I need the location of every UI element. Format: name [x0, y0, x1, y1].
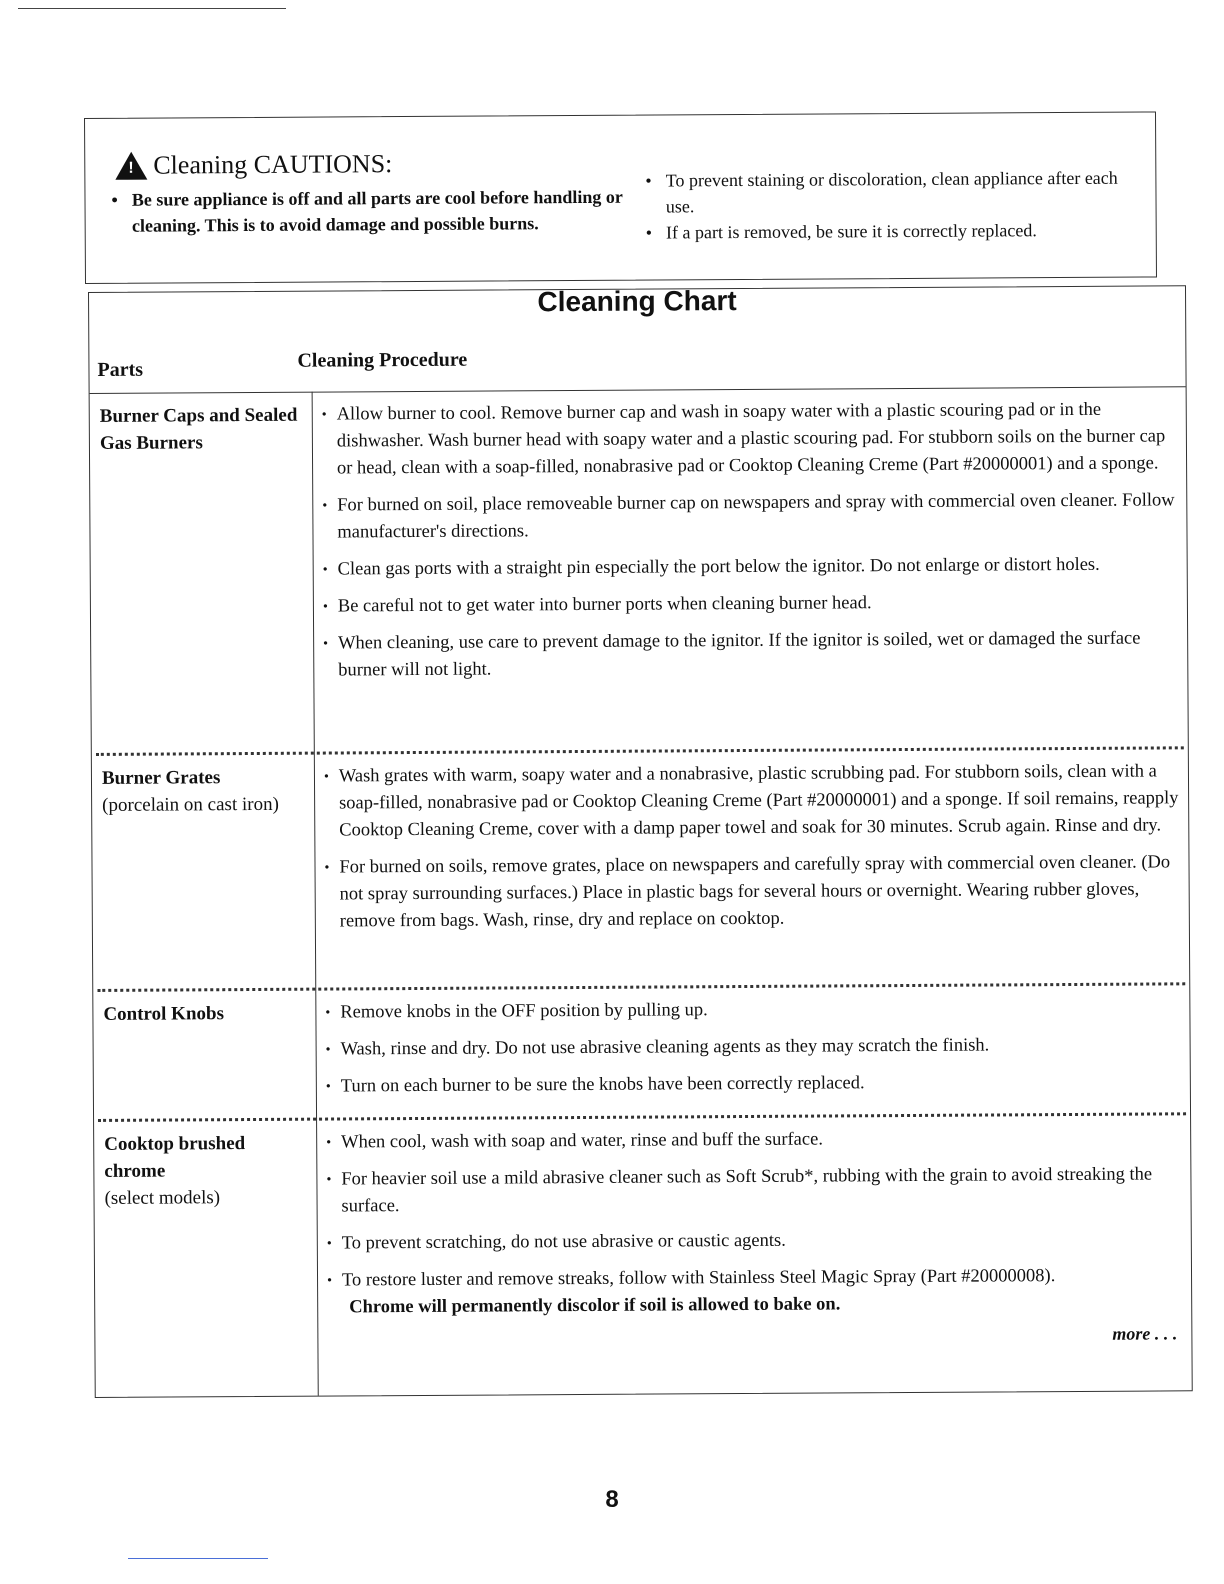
- text: Be careful not to get water into burner ports when cleaning burner head.: [337, 593, 872, 617]
- text: •: [645, 170, 652, 191]
- procedure-list: [326, 1124, 1183, 1321]
- procedure-step: [326, 1068, 1182, 1100]
- cautions-box: [84, 111, 1157, 284]
- chart-row: [90, 396, 1186, 681]
- warning-note: Chrome will permanently discolor if soil is allowed to bake on.: [349, 1294, 841, 1318]
- text: •: [324, 860, 330, 876]
- text: When cool, wash with soap and water, rinse and buff the surface.: [341, 1129, 823, 1153]
- row-separator: [98, 1112, 1186, 1122]
- procedure-step: [326, 1124, 1182, 1156]
- text: •: [325, 1042, 331, 1058]
- procedure-list: [322, 396, 1180, 694]
- text: •: [322, 498, 328, 514]
- text: •: [326, 1172, 332, 1188]
- chart-title: Cleaning Chart: [537, 285, 737, 318]
- text: (select models): [104, 1187, 221, 1209]
- text: Burner Grates: [101, 767, 221, 789]
- text: •: [327, 1273, 332, 1289]
- chart-row: [94, 1124, 1190, 1318]
- procedure-step: [325, 994, 1181, 1026]
- procedure-step: [324, 758, 1180, 844]
- procedure-step: [326, 1161, 1182, 1220]
- text: •: [322, 562, 328, 578]
- text: Burner Caps and Sealed Gas Burners: [99, 404, 298, 454]
- text: (porcelain on cast iron): [102, 793, 279, 816]
- procedure-step: [323, 588, 1179, 620]
- more-continuation: more . . .: [1112, 1323, 1178, 1344]
- chart-row: [93, 994, 1189, 1097]
- row-separator: [97, 982, 1185, 992]
- procedure-step: [327, 1262, 1183, 1294]
- text: For burned on soils, remove grates, place on newspapers and carefully spray with commercial oven cleaner. (Do not spray surrounding surfaces.) Place in plastic bags for several hours or overnight. Wearing rubber gloves, remove from bags. Wash, rinse, dry and replace on cooktop.: [339, 852, 1171, 932]
- text: •: [325, 1079, 331, 1095]
- procedure-step: [324, 849, 1180, 935]
- caution-item: [645, 165, 1145, 220]
- part-name: [104, 1130, 304, 1212]
- text: •: [326, 1236, 332, 1252]
- text: For heavier soil use a mild abrasive cleaner such as Soft Scrub*, rubbing with the grain to avoid streaking the surface.: [341, 1164, 1153, 1217]
- procedure-step: [323, 625, 1179, 684]
- bottom-rule: [128, 1558, 268, 1559]
- part-name: [100, 402, 300, 457]
- part-name: [102, 764, 302, 819]
- procedure-step: [326, 1031, 1182, 1063]
- text: •: [645, 222, 653, 243]
- cautions-title: Cleaning CAUTIONS:: [153, 149, 393, 180]
- text: For burned on soil, place removeable burner cap on newspapers and spray with commercial oven cleaner. Follow manufacturer's directions.: [337, 490, 1175, 543]
- cautions-heading: [115, 149, 392, 181]
- text: To restore luster and remove streaks, follow with Stainless Steel Magic Spray (Part #20000008).: [341, 1266, 1056, 1291]
- text: Wash, rinse and dry. Do not use abrasive cleaning agents as they may scratch the finish.: [340, 1035, 990, 1060]
- caution-item: [646, 217, 1146, 246]
- cautions-left-list: [111, 184, 631, 239]
- caution-item: [111, 184, 631, 239]
- procedure-step: [327, 1225, 1183, 1257]
- text: •: [322, 599, 328, 615]
- cautions-right-list: [645, 165, 1145, 246]
- text: If a part is removed, be sure it is correctly replaced.: [665, 220, 1037, 243]
- text: Turn on each burner to be sure the knobs have been correctly replaced.: [340, 1073, 865, 1097]
- page-number: 8: [605, 1486, 619, 1513]
- column-divider: [312, 392, 319, 1396]
- procedure-step: [322, 396, 1178, 482]
- procedure-step: [322, 487, 1178, 546]
- procedure-list: [324, 758, 1181, 945]
- row-separator: [96, 746, 1184, 756]
- text: Cooktop brushed chrome: [104, 1133, 246, 1182]
- text: When cleaning, use care to prevent damage to the ignitor. If the ignitor is soiled, wet or damaged the surface burner will not light.: [337, 628, 1141, 681]
- procedure-list: [325, 994, 1182, 1110]
- parts-header: Parts: [97, 358, 144, 381]
- text: •: [325, 1005, 331, 1021]
- warning-triangle-icon: [115, 152, 147, 180]
- text: Clean gas ports with a straight pin especially the port below the ignitor. Do not enlarge or distort holes.: [337, 554, 1100, 580]
- procedure-header: Cleaning Procedure: [297, 348, 468, 372]
- cleaning-chart: [88, 285, 1193, 1398]
- text: •: [323, 769, 329, 785]
- chart-row: [92, 758, 1188, 932]
- text: Allow burner to cool. Remove burner cap and wash in soapy water with a plastic scouring pad or in the dishwasher. Wash burner head with soapy water and a plastic scouring pad. For stubborn soils on the burner cap or head, clean with a soap-filled, nonabrasive pad or Cooktop Cleaning Creme (Part #20000001) and a sponge.: [336, 399, 1166, 479]
- header-rule: [90, 386, 1186, 394]
- part-name: [103, 1000, 303, 1028]
- text: To prevent staining or discoloration, clean appliance after each use.: [665, 167, 1118, 217]
- text: Wash grates with warm, soapy water and a nonabrasive, plastic scrubbing pad. For stubborn soils, clean with a soap-filled, nonabrasive pad or Cooktop Cleaning Creme (Part #20000001) and a sponge. If soil remains, reapply Cooktop Cleaning Creme, cover with a damp paper towel and soak for 30 minutes. Scrub again. Rinse and dry.: [338, 761, 1179, 841]
- text: •: [326, 1135, 332, 1151]
- text: Control Knobs: [103, 1003, 225, 1025]
- top-rule: [18, 8, 286, 9]
- text: To prevent scratching, do not use abrasive or caustic agents.: [341, 1230, 786, 1254]
- procedure-step: [323, 551, 1179, 583]
- text: Be sure appliance is off and all parts are cool before handling or cleaning. This is to avoid damage and possible burns.: [131, 186, 623, 236]
- text: Remove knobs in the OFF position by pulling up.: [340, 1000, 708, 1023]
- text: •: [111, 189, 118, 210]
- text: •: [321, 407, 327, 423]
- text: •: [323, 636, 329, 652]
